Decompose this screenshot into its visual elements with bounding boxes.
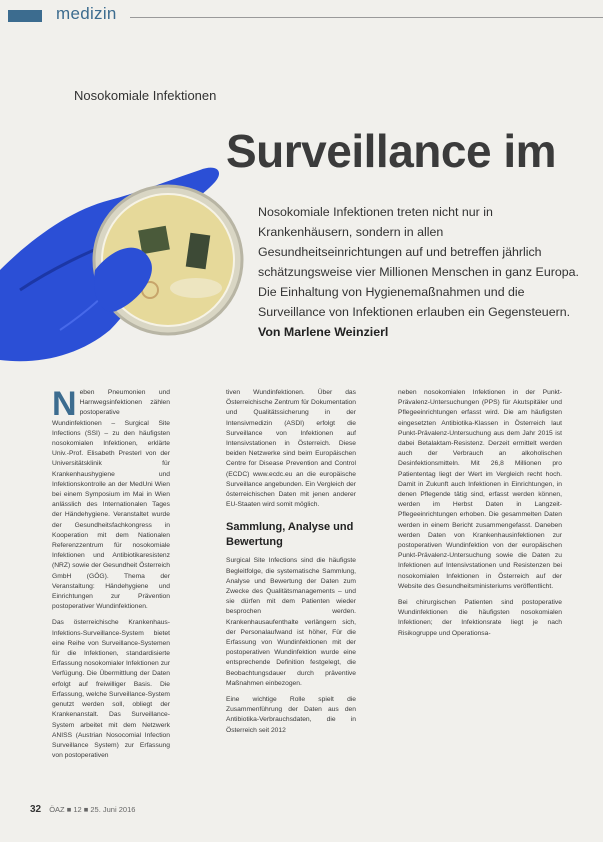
paragraph: Eine wichtige Rolle spielt die Zusammenführung der Daten aus den Antibiotika-Verbrauchsdaten, die in Österreich seit 2012 — [226, 696, 356, 734]
body-column-2 — [226, 388, 356, 742]
page-number: 32 — [30, 804, 42, 815]
paragraph — [52, 385, 170, 612]
article-lead — [258, 202, 583, 342]
issue-info: ÖAZ ■ 12 ■ 25. Juni 2016 — [49, 805, 136, 814]
petri-dish-photo — [0, 150, 270, 380]
header-rule — [130, 17, 603, 18]
paragraph: neben nosokomialen Infektionen in der Punkt-Prävalenz-Untersuchungen (PPS) für Akutspitäler und Pflegeeinrichtungen erfasst wird. Die am häufigsten eingesetzten Antibiotika-Klassen in Österreich laut Punkt-Prävalenz-Untersuchung aus dem Jahr 2015 ist dabei Betalaktam-Resistenz. Derzeit ermittelt werden auch der Verbrauch an alkoholischen Desinfektionsmitteln. Mit 26,8 Millionen pro Patiententag liegt der Wert im Vergleich recht hoch. Damit in Zukunft auch Infektionen in Einrichtungen, in denen Pflegende tätig sind, erfasst werden können, werden im Herbst Daten in Langzeit-Pflegeeinrichtungen erhoben. Die gesammelten Daten werden in einem Bericht zusammengefasst. Daneben werden Daten von Krankenhausinfektionen zur postoperativen Wundinfektion von der europäischen Punkt-Prävalenz-Untersuchung sowie die Daten zu Infektionen auf Intensivstationen und Resistenzen bei nosokomialen Infektionen in Österreich auf der Website des Gesundheitsministeriums veröffentlicht. — [398, 389, 562, 590]
paragraph: Bei chirurgischen Patienten sind postoperative Wundinfektionen die häufigsten nosokomialen Infektionen; der Infektionsrate liegt je nach Risikogruppe und Operationsa- — [398, 599, 562, 637]
author-line: Von Marlene Weinzierl — [258, 325, 389, 339]
paragraph: Das österreichische Krankenhaus-Infektions-Surveillance-System bietet eine Reihe von Surveillance-Systemen für die Infektionen, standardisierte Erfassung nosokomialer Infektionen zur Verfügung. Die Übermittlung der Daten erfolgt auf freiwilliger Basis. Die Erfassung, welche Surveillance-System genutzt werden soll, obliegt der Krankenanstalt. Das Surveillance-System arbeitet mit dem Netzwerk ANISS (Austrian Nosocomial Infection Surveillance System) zur Erfassung von postoperativen — [52, 619, 170, 760]
paragraph: tiven Wundinfektionen. Über das Österreichische Zentrum für Dokumentation und Qualitätssicherung in der Intensivmedizin (ASDI) erfolgt die Surveillance von Infektionen auf Intensivstationen in Österreich. Diese beiden Netzwerke sind beim Europäischen Centre for Disease Prevention and Control (ECDC) www.ecdc.eu an die europäische Surveillance angebunden. Ein Vergleich der österreichischen Daten mit jenen anderer EU-Staaten wird somit möglich. — [226, 389, 356, 509]
body-column-3 — [398, 388, 562, 645]
paragraph-text: eben Pneumonien und Harnwegsinfektionen zählen postoperative Wundinfektionen – Surgical Site Infections (SSI) – zu den häufigsten nosokomialen Infektionen, erklärte Univ.-Prof. Elisabeth Presterl von der Universitätsklinik für Krankenhaushygiene und Infektionskontrolle an der MedUni Wien bei einem Symposium im Mai in Wien anlässlich des Internationalen Tages der Händehygiene. Veranstaltet wurde der Gesundheitsfachkongress in Kooperation mit dem Nationalen Referenzzentrum für nosokomiale Infektionen und Antibiotikaresistenz (NRZ) sowie der Gesundheit Österreich GmbH (GÖG). Thema der Veranstaltung: Händehygiene und Einrichtungen zur Prävention postoperativer Wundinfektionen. — [52, 389, 170, 611]
drop-cap: N — [52, 385, 77, 423]
section-label: medizin — [56, 4, 117, 23]
section-marker — [8, 10, 42, 22]
subheading: Sammlung, Analyse und Bewertung — [226, 521, 354, 549]
body-column-1 — [52, 385, 170, 767]
paragraph: Surgical Site Infections sind die häufigste Begleitfolge, die systematische Sammlung, Analyse und Bewertung der Daten zum Zwecke des Qualitätsmanagements – und sie dürfen mit dem Patienten wieder besprochen werden. Krankenhausaufenthalte verlängern sich, der Personalaufwand ist höher, Für die Erfassung von Wundinfektionen mit der postoperativen Wundinfektion wurde eine entsprechende Definition festgelegt, die Beobachtungsdauer durch präventive Maßnahmen einbezogen. — [226, 557, 356, 687]
article-kicker: Nosokomiale Infektionen — [74, 88, 217, 103]
article-headline: Surveillance im — [226, 125, 556, 177]
lead-text: Nosokomiale Infektionen treten nicht nur in Krankenhäusern, sondern in allen Gesundheitseinrichtungen auf und betreffen jährlich schätzungsweise vier Millionen Menschen in ganz Europa. Die Einhaltung von Hygienemaßnahmen und die Surveillance von Infektionen erlauben ein Gegensteuern. — [258, 205, 579, 319]
page-footer — [30, 804, 135, 815]
